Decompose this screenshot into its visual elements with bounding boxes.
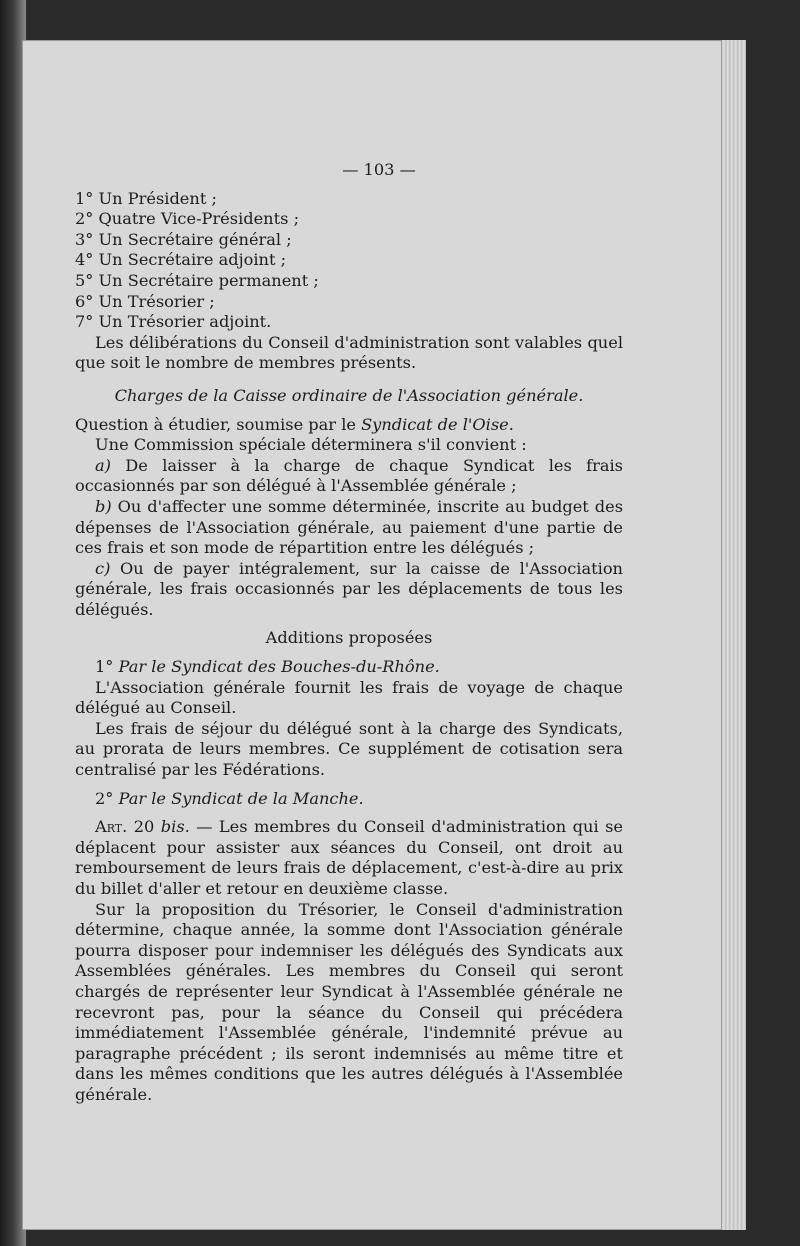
addition-title: Par le Syndicat des Bouches-du-Rhône. [118, 657, 440, 677]
officer-item: 7° Un Trésorier adjoint. [75, 312, 272, 332]
officer-list [75, 189, 623, 333]
option-a [75, 456, 623, 497]
officer-item: 1° Un Président ; [75, 188, 217, 208]
question-syndicat: Syndicat de l'Oise. [361, 414, 514, 434]
article-bis: bis. [160, 817, 190, 837]
addition-1-paragraph-2: Les frais de séjour du délégué sont à la charge des Syndicats, au prorata de leurs membres. Ce supplément de cotisation sera centralisé par les Fédérations. [75, 718, 623, 780]
addition-number: 1° [95, 657, 119, 677]
option-letter: c) [95, 558, 111, 578]
officer-item: 2° Quatre Vice-Présidents ; [75, 209, 300, 229]
option-letter: b) [95, 496, 112, 516]
option-c [75, 559, 623, 621]
article-text: — Les membres du Conseil d'administration qui se déplacent pour assister aux séances du Conseil, ont droit au remboursement de leurs frais de déplacement, c'est-à-dire au prix du billet d'aller et retour en deuxième classe. [75, 817, 623, 898]
deliberations-paragraph: Les délibérations du Conseil d'administration sont valables quel que soit le nombre de membres présents. [75, 332, 623, 373]
option-b [75, 497, 623, 559]
article-paragraph [75, 817, 623, 899]
option-text: De laisser à la charge de chaque Syndicat les frais occasionnés par son délégué à l'Assemblée générale ; [75, 455, 623, 496]
option-letter: a) [95, 455, 111, 475]
addition-1-title [75, 657, 623, 678]
option-text: Ou d'affecter une somme déterminée, inscrite au budget des dépenses de l'Association générale, au paiement d'une partie de ces frais et son mode de répartition entre les délégués ; [75, 496, 623, 558]
option-text: Ou de payer intégralement, sur la caisse de l'Association générale, les frais occasionnés par les déplacements de tous les délégués. [75, 558, 623, 619]
officer-item: 3° Un Secrétaire général ; [75, 229, 292, 249]
article-label: Art. 20 [95, 817, 161, 837]
question-line [75, 415, 623, 436]
addition-title: Par le Syndicat de la Manche. [118, 788, 364, 808]
page-text [75, 160, 623, 1106]
addition-2-title [75, 789, 623, 810]
officer-item: 5° Un Secrétaire permanent ; [75, 270, 319, 290]
question-prefix: Question à étudier, soumise par le [75, 414, 362, 434]
section-heading: Charges de la Caisse ordinaire de l'Association générale. [114, 385, 584, 405]
addition-1-paragraph-1: L'Association générale fournit les frais de voyage de chaque délégué au Conseil. [75, 677, 623, 718]
officer-item: 6° Un Trésorier ; [75, 291, 215, 311]
addition-number: 2° [95, 788, 119, 808]
final-paragraph: Sur la proposition du Trésorier, le Conseil d'administration détermine, chaque année, la somme dont l'Association générale pourra disposer pour indemniser les délégués des Syndicats aux Assemblées générales. Les membres du Conseil qui seront chargés de représenter leur Syndicat à l'Assemblée générale ne recevront pas, pour la séance du Conseil qui précédera immédiatement l'Assemblée générale, l'indemnité prévue au paragraphe précédent ; ils seront indemnisés au même titre et dans les mêmes conditions que les autres délégués à l'Assemblée générale. [75, 899, 623, 1104]
commission-line: Une Commission spéciale déterminera s'il convient : [95, 435, 527, 455]
page-number: — 103 — [342, 160, 416, 179]
additions-heading: Additions proposées [265, 628, 433, 648]
officer-item: 4° Un Secrétaire adjoint ; [75, 250, 287, 270]
